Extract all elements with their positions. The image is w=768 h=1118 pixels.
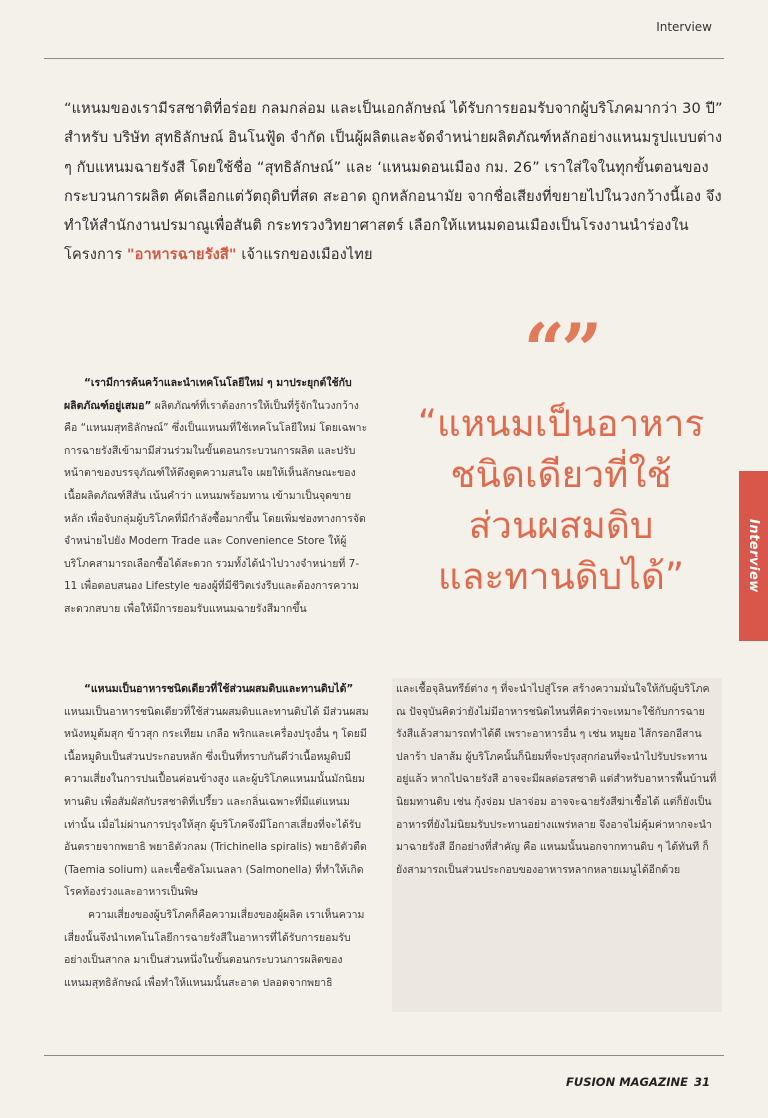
quote-marks-icon: “”: [523, 307, 599, 392]
page-footer: [566, 1075, 710, 1089]
pull-quote-line: ชนิดเดียวที่ใช้: [450, 453, 672, 496]
paragraph-lead: “เรามีการค้นคว้าและนำเทคโนโลยีใหม่ ๆ มาประยุกต์ใช้กับผลิตภัณฑ์อยู่เสมอ”: [64, 377, 352, 412]
magazine-name: FUSION MAGAZINE: [566, 1075, 688, 1089]
article-block-raw-food: [64, 678, 370, 994]
pull-quote-line: ส่วนผสมดิบ: [468, 504, 654, 547]
pull-quote-line: และทานดิบได้”: [437, 555, 685, 598]
top-divider: [44, 58, 724, 59]
paragraph: [64, 678, 370, 904]
article-column-right: [392, 678, 722, 1012]
paragraph: ความเสี่ยงของผู้บริโภคก็คือความเสี่ยงของผู้ผลิต เราเห็นความเสี่ยงนั้นจึงนำเทคโนโลยีการฉายรังสีในอาหารที่ได้รับการยอมรับอย่างเป็นสากล มาเป็นส่วนหนึ่งในขั้นตอนกระบวนการผลิตของแหนมสุทธิลักษณ์ เพื่อทำให้แหนมนั้นสะอาด ปลอดจากพยาธิ: [64, 908, 365, 989]
intro-text-end: เจ้าแรกของเมืองไทย: [236, 246, 373, 264]
section-label: Interview: [656, 20, 712, 34]
intro-highlight: "อาหารฉายรังสี": [126, 246, 237, 264]
page-number: 31: [693, 1075, 710, 1089]
bottom-divider: [44, 1055, 724, 1056]
article-block-technology: [64, 372, 370, 621]
pull-quote: [400, 307, 722, 602]
side-tab-label: Interview: [746, 519, 761, 593]
paragraph-lead: “แหนมเป็นอาหารชนิดเดียวที่ใช้ส่วนผสมดิบและทานดิบได้”: [84, 683, 354, 695]
paragraph-body: แหนมเป็นอาหารชนิดเดียวที่ใช้ส่วนผสมดิบและทานดิบได้ มีส่วนผสมหนังหมูต้มสุก ข้าวสุก กระเทียม เกลือ พริกและเครื่องปรุงอื่น ๆ โดยมีเนื้อหมูดิบเป็นส่วนประกอบหลัก ซึ่งเป็นที่ทราบกันดีว่าเนื้อหมูดิบมีความเสี่ยงในการปนเปื้อนค่อนข้างสูง และผู้บริโภคแหนมนั้นมักนิยมทานดิบ เพื่อสัมผัสกับรสชาติที่เปรี้ยว และกลิ่นเฉพาะที่มีแต่แหนมเท่านั้น เมื่อไม่ผ่านการปรุงให้สุก ผู้บริโภคจึงมีโอกาสเสี่ยงที่จะได้รับอันตรายจากพยาธิ พยาธิตัวกลม (Trichinella spiralis) พยาธิตัวตืด (Taemia solium) และเชื้อซัลโมเนลลา (Salmonella) ที่ทำให้เกิดโรคท้องร่วงและอาหารเป็นพิษ: [64, 705, 369, 899]
paragraph: [64, 372, 370, 621]
paragraph: และเชื้อจุลินทรีย์ต่าง ๆ ที่จะนำไปสู่โรค สร้างความมั่นใจให้กับผู้บริโภค ณ ปัจจุบันคิดว่ายังไม่มีอาหารชนิดไหนที่คิดว่าจะเหมาะใช้กับการฉายรังสีแล้วสามารถทำได้ดี เพราะอาหารอื่น ๆ เช่น หมูยอ ไส้กรอกอีสาน ปลาร้า ปลาส้ม ผู้บริโภคนั้นก็นิยมที่จะปรุงสุกก่อนที่จะนำไปรับประทานอยู่แล้ว หากไปฉายรังสี อาจจะมีผลต่อรสชาติ แต่สำหรับอาหารพื้นบ้านที่นิยมทานดิบ เช่น กุ้งจ่อม ปลาจ่อม อาจจะฉายรังสีฆ่าเชื้อได้ แต่ก็ยังเป็นอาหารที่ยังไม่นิยมรับประทานอย่างแพร่หลาย จึงอาจไม่คุ้มค่าหากจะนำมาฉายรังสี อีกอย่างที่สำคัญ คือ แหนมนั้นนอกจากทานดิบ ๆ ได้ทันที ก็ยังสามารถเป็นส่วนประกอบของอาหารหลากหลายเมนูได้อีกด้วย: [396, 683, 717, 876]
pull-quote-text: [400, 398, 722, 602]
intro-text: “แหนมของเรามีรสชาติที่อร่อย กลมกล่อม และเป็นเอกลักษณ์ ได้รับการยอมรับจากผู้บริโภคมากว่า 30 ปี” สำหรับ บริษัท สุทธิลักษณ์ อินโนฟู้ด จำกัด เป็นผู้ผลิตและจัดจำหน่ายผลิตภัณฑ์หลักอย่างแหนมรูปแบบต่าง ๆ กับแหนมฉายรังสี โดยใช้ชื่อ “สุทธิลักษณ์” และ ‘แหนมดอนเมือง กม. 26” เราใส่ใจในทุกขั้นตอนของกระบวนการผลิต คัดเลือกแต่วัตถุดิบที่สด สะอาด ถูกหลักอนามัย จากชื่อเสียงที่ขยายไปในวงกว้างนี้เอง จึงทำให้สำนักงานปรมาณูเพื่อสันติ กระทรวงวิทยาศาสตร์ เลือกให้แหนมดอนเมืองเป็นโรงงานนำร่องในโครงการ: [64, 100, 723, 264]
paragraph-body: ผลิตภัณฑ์ที่เราต้องการให้เป็นที่รู้จักในวงกว้างคือ “แหนมสุทธิลักษณ์” ซึ่งเป็นแหนมที่ใช้เทคโนโลยีใหม่ โดยเฉพาะการฉายรังสีเข้ามามีส่วนร่วมในขั้นตอนกระบวนการผลิต และปรับหน้าตาของบรรจุภัณฑ์ให้ดึงดูดความสนใจ เผยให้เห็นลักษณะของเนื้อผลิตภัณฑ์สีสัน เน้นคำว่า แหนมพร้อมทาน เข้ามาเป็นจุดขายหลัก เพื่อจับกลุ่มผู้บริโภคที่มีกำลังซื้อมากขึ้น โดยเพิ่มช่องทางการจัดจำหน่ายไปยัง Modern Trade และ Convenience Store ให้ผู้บริโภคสามารถเลือกซื้อได้สะดวก รวมทั้งได้นำไปวางจำหน่ายที่ 7-11 เพื่อตอบสนอง Lifestyle ของผู้ที่มีชีวิตเร่งรีบและต้องการความสะดวกสบาย เพื่อให้มีการยอมรับแหนมฉายรังสีมากขึ้น: [64, 399, 368, 615]
side-section-tab: [739, 471, 768, 641]
intro-paragraph: [64, 94, 724, 270]
pull-quote-line: “แหนมเป็นอาหาร: [417, 402, 705, 445]
